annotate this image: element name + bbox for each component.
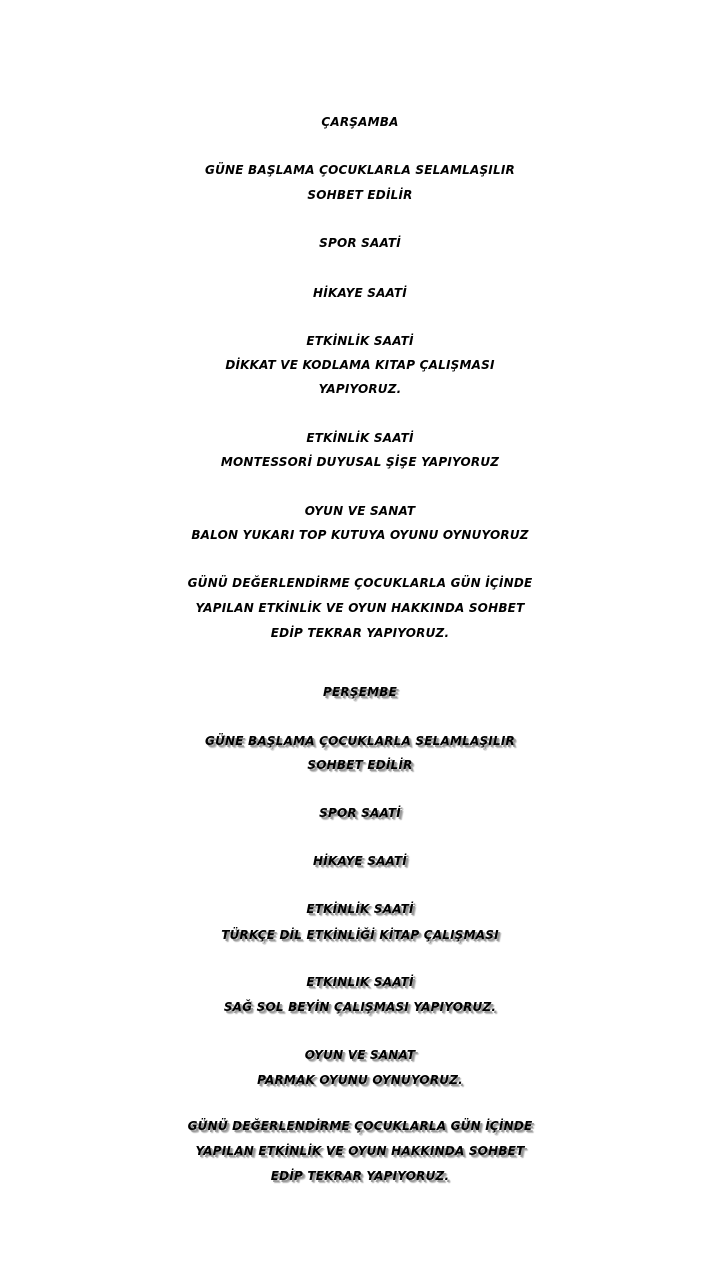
thursday-review-line3: EDİP TEKRAR YAPIYORUZ. bbox=[270, 1169, 450, 1183]
wednesday-play-line1: BALON YUKARI TOP KUTUYA OYUNU OYNUYORUZ bbox=[191, 528, 529, 542]
wednesday-greeting-line2: SOHBET EDİLİR bbox=[307, 188, 413, 202]
wednesday-greeting-line1: GÜNE BAŞLAMA ÇOCUKLARLA SELAMLAŞILIR bbox=[205, 163, 515, 177]
thursday-activity2-line1: SAĞ SOL BEYİN ÇALIŞMASI YAPIYORUZ. bbox=[223, 1000, 497, 1014]
thursday-day-title: PERŞEMBE bbox=[323, 685, 397, 699]
wednesday-activity1-line1: DİKKAT VE KODLAMA KITAP ÇALIŞMASI bbox=[225, 358, 495, 372]
thursday-greeting-line2: SOHBET EDİLİR bbox=[307, 758, 413, 772]
thursday-review-line2: YAPILAN ETKİNLİK VE OYUN HAKKINDA SOHBET bbox=[195, 1144, 525, 1158]
thursday-greeting-line1: GÜNE BAŞLAMA ÇOCUKLARLA SELAMLAŞILIR bbox=[205, 734, 515, 748]
thursday-play-line1: PARMAK OYUNU OYNUYORUZ. bbox=[257, 1073, 463, 1087]
wednesday-sport: SPOR SAATİ bbox=[319, 236, 401, 250]
thursday-review-line1: GÜNÜ DEĞERLENDİRME ÇOCUKLARLA GÜN İÇİNDE bbox=[187, 1119, 533, 1133]
thursday-activity2-title: ETKINLIK SAATİ bbox=[306, 975, 414, 989]
wednesday-review-line1: GÜNÜ DEĞERLENDİRME ÇOCUKLARLA GÜN İÇİNDE bbox=[187, 576, 533, 590]
thursday-activity1-title: ETKİNLİK SAATİ bbox=[306, 902, 414, 916]
wednesday-activity1-line2: YAPIYORUZ. bbox=[318, 382, 402, 396]
thursday-sport: SPOR SAATİ bbox=[319, 806, 401, 820]
wednesday-play-title: OYUN VE SANAT bbox=[304, 504, 416, 518]
wednesday-activity2-title: ETKİNLİK SAATİ bbox=[306, 431, 414, 445]
thursday-story: HİKAYE SAATİ bbox=[313, 854, 407, 868]
thursday-activity1-line1: TÜRKÇE DİL ETKİNLİĞİ KİTAP ÇALIŞMASI bbox=[221, 928, 499, 942]
thursday-play-title: OYUN VE SANAT bbox=[304, 1048, 416, 1062]
wednesday-review-line3: EDİP TEKRAR YAPIYORUZ. bbox=[270, 626, 450, 640]
wednesday-review-line2: YAPILAN ETKİNLİK VE OYUN HAKKINDA SOHBET bbox=[195, 601, 525, 615]
wednesday-day-title: ÇARŞAMBA bbox=[321, 115, 399, 129]
wednesday-story: HİKAYE SAATİ bbox=[313, 286, 407, 300]
wednesday-activity2-line1: MONTESSORİ DUYUSAL ŞİŞE YAPIYORUZ bbox=[220, 455, 500, 469]
wednesday-activity1-title: ETKİNLİK SAATİ bbox=[306, 334, 414, 348]
